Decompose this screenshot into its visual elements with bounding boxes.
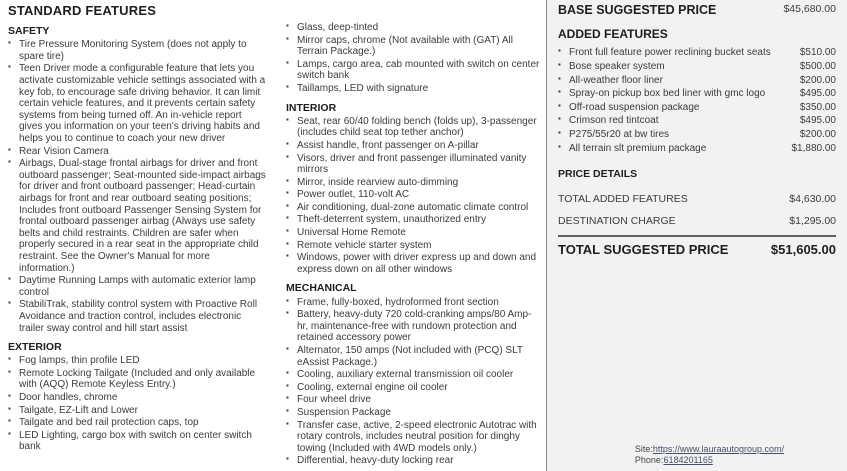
feature-item: ▪ Air conditioning, dual-zone automatic climate control xyxy=(286,202,540,214)
feature-item: ▪ Daytime Running Lamps with automatic exterior lamp control xyxy=(8,275,266,298)
feature-item: ▪ Mirror caps, chrome (Not available with (GAT) All Terrain Package.) xyxy=(286,35,540,58)
added-feature-label: ▪ Crimson red tintcoat xyxy=(558,115,800,127)
added-feature-row xyxy=(558,129,836,141)
standard-features-column xyxy=(0,0,272,471)
base-price-row xyxy=(558,3,836,18)
price-details-rows xyxy=(558,184,836,226)
section-heading: SAFETY xyxy=(8,25,50,38)
feature-item: ▪ Teen Driver mode a configurable feature that lets you activate customizable vehicle settings associated with a key fob, to encourage safe driving behavior. It can limit certain vehicle features, and it prevents certain safety systems from being turned off. An in-vehicle report gives you information on your teen's driving habits and helps you to continue to coach your new driver xyxy=(8,63,266,144)
added-feature-price: $510.00 xyxy=(799,47,836,59)
dealer-site-line xyxy=(635,444,784,454)
added-feature-price: $495.00 xyxy=(799,115,836,127)
base-price-label: BASE SUGGESTED PRICE xyxy=(558,3,717,17)
added-feature-row xyxy=(558,143,836,155)
added-feature-label: ▪ Spray-on pickup box bed liner with gmc logo xyxy=(558,88,800,100)
price-detail-value: $4,630.00 xyxy=(789,193,836,206)
phone-link[interactable]: 6184201165 xyxy=(663,454,713,465)
feature-item: ▪ Glass, deep-tinted xyxy=(286,22,540,34)
added-feature-price: $495.00 xyxy=(799,88,836,100)
feature-item: ▪ Four wheel drive xyxy=(286,394,540,406)
added-feature-price: $200.00 xyxy=(799,128,836,140)
added-feature-row xyxy=(558,102,836,114)
feature-item: ▪ Fog lamps, thin profile LED xyxy=(8,355,266,367)
section-heading: MECHANICAL xyxy=(286,282,357,295)
feature-item: ▪ Seat, rear 60/40 folding bench (folds up), 3-passenger (includes child seat top tether anchor) xyxy=(286,116,540,139)
feature-item: ▪ Tire Pressure Monitoring System (does not apply to spare tire) xyxy=(8,39,266,62)
total-price-row xyxy=(558,235,836,257)
added-feature-label: ▪ P275/55r20 at bw tires xyxy=(558,129,800,141)
added-feature-price: $350.00 xyxy=(799,101,836,113)
added-feature-price: $500.00 xyxy=(799,61,836,72)
feature-item: ▪ Tailgate, EZ-Lift and Lower xyxy=(8,405,266,417)
feature-item: ▪ Taillamps, LED with signature xyxy=(286,83,540,95)
left-column-sections xyxy=(8,25,266,453)
added-feature-label: ▪ All terrain slt premium package xyxy=(558,143,792,155)
site-link[interactable]: https://www.lauraautogroup.com/ xyxy=(652,444,784,455)
added-feature-price: $200.00 xyxy=(799,74,836,86)
page-title: STANDARD FEATURES xyxy=(8,3,157,18)
feature-item: ▪ Windows, power with driver express up and down and express down on all other windows xyxy=(286,252,540,275)
feature-item: ▪ Rear Vision Camera xyxy=(8,146,266,158)
price-detail-label: TOTAL ADDED FEATURES xyxy=(558,193,688,206)
added-feature-label: ▪ Off-road suspension package xyxy=(558,102,800,114)
feature-list xyxy=(8,39,266,334)
feature-list xyxy=(286,22,540,95)
added-feature-row xyxy=(558,61,836,73)
feature-list xyxy=(286,116,540,276)
feature-item: ▪ Cooling, auxiliary external transmission oil cooler xyxy=(286,369,540,381)
feature-item: ▪ Power outlet, 110-volt AC xyxy=(286,189,540,201)
phone-label: Phone: xyxy=(634,454,664,465)
feature-item: ▪ Frame, fully-boxed, hydroformed front section xyxy=(286,297,540,309)
features-column-2 xyxy=(272,0,546,471)
feature-item: ▪ Universal Home Remote xyxy=(286,227,540,239)
price-detail-value: $1,295.00 xyxy=(789,214,836,227)
feature-item: ▪ Lamps, cargo area, cab mounted with switch on center switch bank xyxy=(286,59,540,82)
feature-item: ▪ Door handles, chrome xyxy=(8,392,266,404)
added-feature-row xyxy=(558,115,836,127)
feature-item: ▪ Visors, driver and front passenger illuminated vanity mirrors xyxy=(286,153,540,176)
feature-item: ▪ LED Lighting, cargo box with switch on center switch bank xyxy=(8,430,266,453)
feature-item: ▪ Differential, heavy-duty locking rear xyxy=(286,455,540,467)
pricing-panel xyxy=(546,0,847,471)
dealer-contact xyxy=(635,444,784,467)
added-feature-label: ▪ Bose speaker system xyxy=(558,61,800,73)
feature-item: ▪ Battery, heavy-duty 720 cold-cranking amps/80 Amp-hr, maintenance-free with rundown protection and retained accessory power xyxy=(286,309,540,344)
added-feature-row xyxy=(558,47,836,59)
feature-item: ▪ StabiliTrak, stability control system with Proactive Roll Avoidance and traction control, includes electronic trailer sway control and hill start assist xyxy=(8,299,266,334)
added-feature-label: ▪ Front full feature power reclining bucket seats xyxy=(558,47,800,59)
feature-item: ▪ Cooling, external engine oil cooler xyxy=(286,382,540,394)
feature-list xyxy=(286,297,540,467)
feature-list xyxy=(8,355,266,453)
price-details-heading: PRICE DETAILS xyxy=(558,168,638,181)
section-heading: EXTERIOR xyxy=(8,341,62,354)
total-price-value: $51,605.00 xyxy=(770,241,836,257)
feature-item: ▪ Mirror, inside rearview auto-dimming xyxy=(286,177,540,189)
base-price-value: $45,680.00 xyxy=(783,3,836,15)
added-feature-price: $1,880.00 xyxy=(791,142,836,154)
added-features-heading: ADDED FEATURES xyxy=(558,26,668,41)
added-feature-row xyxy=(558,75,836,87)
site-label: Site: xyxy=(634,444,653,455)
price-detail-row xyxy=(558,215,836,227)
feature-item: ▪ Tailgate and bed rail protection caps, top xyxy=(8,417,266,429)
feature-item: ▪ Remote vehicle starter system xyxy=(286,240,540,252)
added-features-list xyxy=(558,47,836,156)
feature-item: ▪ Assist handle, front passenger on A-pillar xyxy=(286,140,540,152)
section-heading: INTERIOR xyxy=(286,101,337,114)
feature-item: ▪ Transfer case, active, 2-speed electronic Autotrac with rotary controls, includes neutral position for dinghy towing (Included with 4WD models only.) xyxy=(286,420,540,455)
added-feature-label: ▪ All-weather floor liner xyxy=(558,75,800,87)
feature-item: ▪ Theft-deterrent system, unauthorized entry xyxy=(286,214,540,226)
feature-item: ▪ Remote Locking Tailgate (Included and only available with (AQQ) Remote Keyless Entry.) xyxy=(8,368,266,391)
added-feature-row xyxy=(558,88,836,100)
feature-item: ▪ Airbags, Dual-stage frontal airbags for driver and front outboard passenger; Seat-mounted side-impact airbags for driver and front outboard passenger; Head-curtain airbags for front and rear outboard seating positions; Includes front outboard Passenger Sensing System for frontal outboard passenger airbag (Always use safety belts and child restraints. Children are safer when properly secured in a rear seat in the appropriate child restraint. See the Owner's Manual for more information.) xyxy=(8,158,266,274)
feature-item: ▪ Alternator, 150 amps (Not included with (PCQ) SLT eAssist Package.) xyxy=(286,345,540,368)
price-detail-label: DESTINATION CHARGE xyxy=(558,214,676,227)
total-price-label: TOTAL SUGGESTED PRICE xyxy=(558,241,729,257)
dealer-phone-line xyxy=(635,455,784,465)
price-detail-row xyxy=(558,193,836,205)
feature-item: ▪ Suspension Package xyxy=(286,407,540,419)
